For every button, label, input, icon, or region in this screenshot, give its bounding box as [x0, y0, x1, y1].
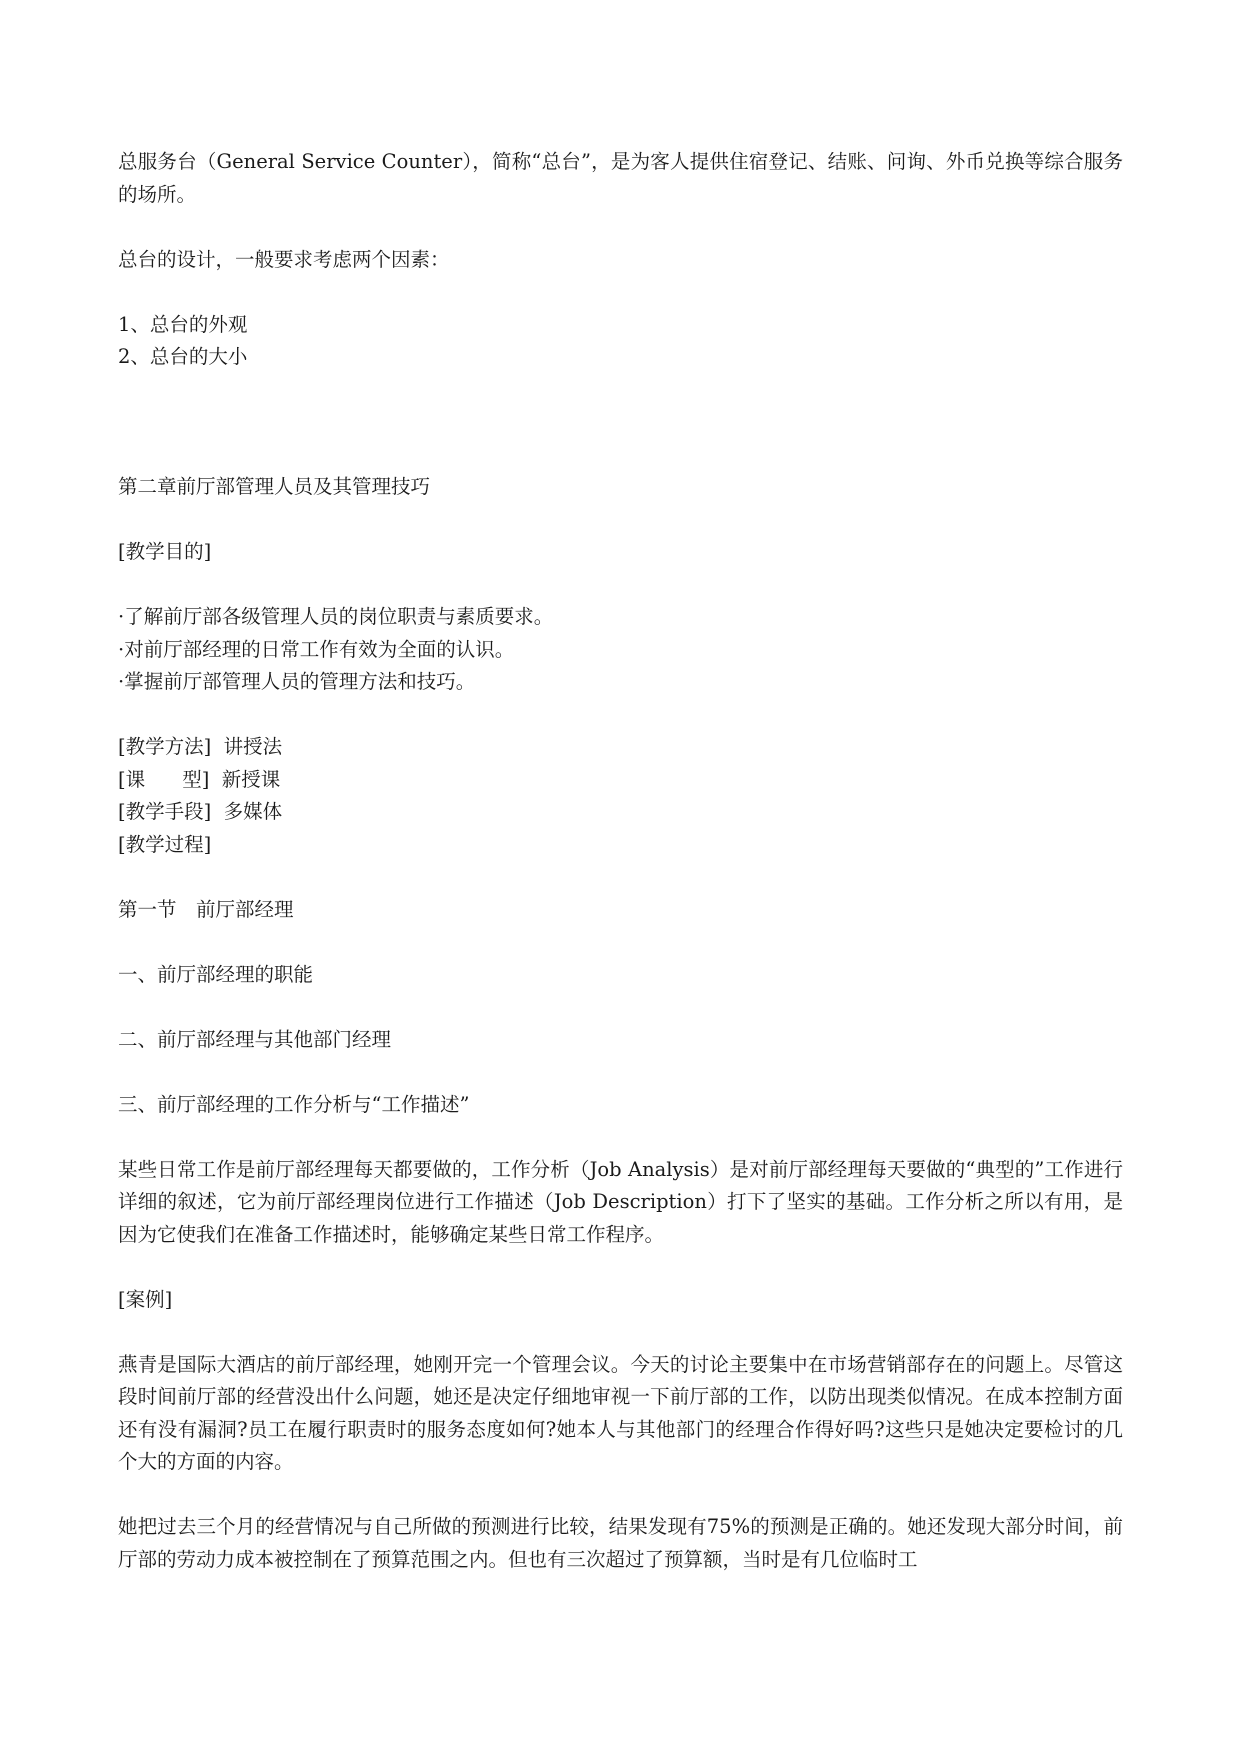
- factor-item: 2、总台的大小: [118, 345, 248, 368]
- section-title: 第一节 前厅部经理: [118, 897, 294, 921]
- analysis-paragraph: 某些日常工作是前厅部经理每天都要做的，工作分析（Job Analysis）是对前厅部经理每天要做的“典型的”工作进行详细的叙述，它为前厅部经理岗位进行工作描述（Job Description）打下了坚实的基础。工作分析之所以有用，是因为它使我们在准备工作描述时，能够确定某些日常工作程序。: [118, 1157, 1123, 1246]
- meta-item: [课 型] 新授课: [118, 767, 281, 791]
- goal-item: ·对前厅部经理的日常工作有效为全面的认识。: [118, 637, 515, 661]
- factor-item: 1、总台的外观: [118, 312, 248, 336]
- case-paragraph-1: 燕青是国际大酒店的前厅部经理，她刚开完一个管理会议。今天的讨论主要集中在市场营销部存在的问题上。尽管这段时间前厅部的经营没出什么问题，她还是决定仔细地审视一下前厅部的工作，以防出现类似情况。在成本控制方面还有没有漏洞?员工在履行职责时的服务态度如何?她本人与其他部门的经理合作得好吗?这些只是她决定要检讨的几个大的方面的内容。: [118, 1352, 1123, 1473]
- subheading-3: 三、前厅部经理的工作分析与“工作描述”: [118, 1092, 470, 1116]
- meta-item: [教学手段] 多媒体: [118, 800, 283, 823]
- document-page: [118, 146, 1123, 1576]
- teaching-goal-label: [教学目的]: [118, 540, 212, 563]
- factor-list: [118, 309, 1123, 374]
- subheading-1: 一、前厅部经理的职能: [118, 962, 314, 986]
- teaching-meta: [118, 731, 1123, 861]
- goal-item: ·了解前厅部各级管理人员的岗位职责与素质要求。: [118, 605, 554, 628]
- design-intro: 总台的设计，一般要求考虑两个因素：: [118, 247, 450, 271]
- meta-item: [教学方法] 讲授法: [118, 735, 283, 758]
- case-paragraph-2: 她把过去三个月的经营情况与自己所做的预测进行比较，结果发现有75%的预测是正确的。她还发现大部分时间，前厅部的劳动力成本被控制在了预算范围之内。但也有三次超过了预算额，当时是有几位临时工: [118, 1515, 1123, 1571]
- case-label: [案例]: [118, 1287, 173, 1311]
- subheading-2: 二、前厅部经理与其他部门经理: [118, 1027, 392, 1051]
- intro-paragraph: 总服务台（General Service Counter），简称“总台”，是为客人提供住宿登记、结账、问询、外币兑换等综合服务的场所。: [118, 150, 1123, 206]
- goal-list: [118, 601, 1123, 699]
- chapter-title: 第二章前厅部管理人员及其管理技巧: [118, 475, 431, 498]
- goal-item: ·掌握前厅部管理人员的管理方法和技巧。: [118, 670, 476, 693]
- meta-item: [教学过程]: [118, 832, 212, 856]
